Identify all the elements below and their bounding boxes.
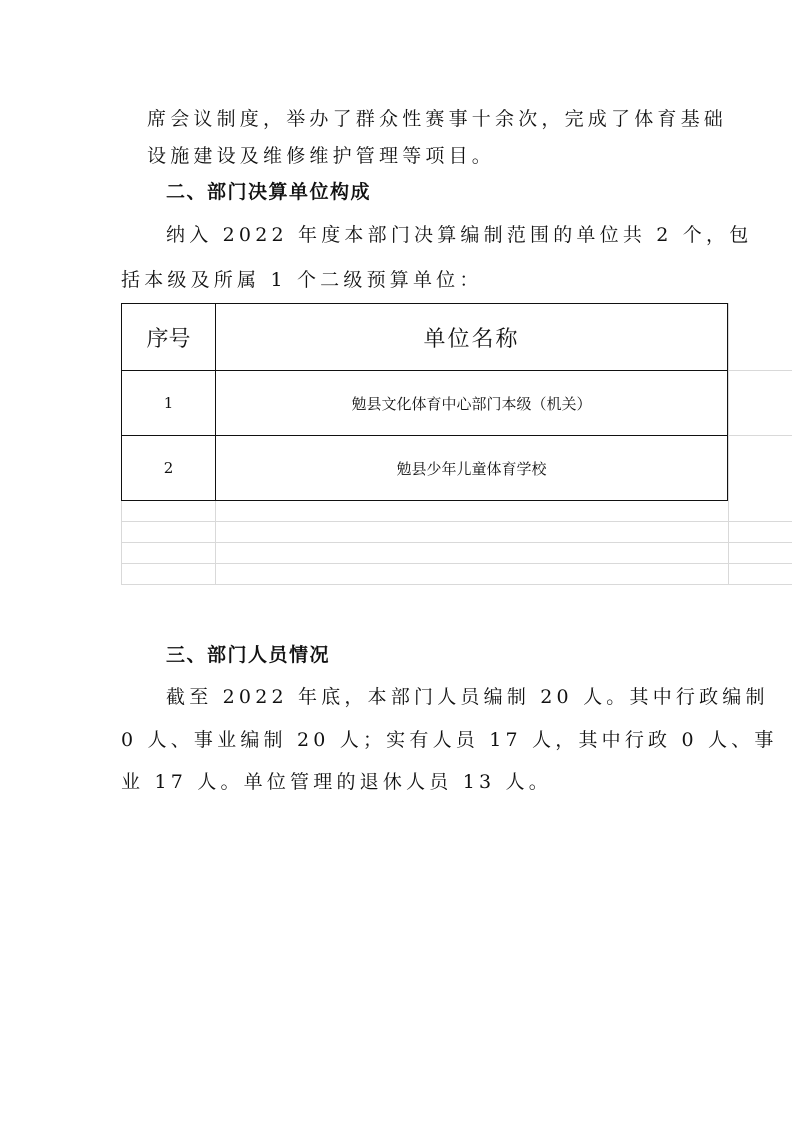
row-index: 2 [122, 436, 216, 500]
table-row [122, 435, 727, 500]
paragraph-top-line-2: 设施建设及维修维护管理等项目。 [147, 145, 496, 167]
ghost-grid-line [121, 521, 792, 522]
section-3-line-2: 0 人、事业编制 20 人；实有人员 17 人，其中行政 0 人、事 [121, 729, 778, 751]
section-3-line-1: 截至 2022 年底，本部门人员编制 20 人。其中行政编制 [166, 686, 769, 708]
ghost-grid-line [121, 563, 792, 564]
section-3-line-3: 业 17 人。单位管理的退休人员 13 人。 [121, 771, 552, 793]
header-unit-name: 单位名称 [423, 326, 520, 352]
header-index: 序号 [122, 304, 216, 370]
ghost-grid-line [728, 370, 792, 371]
section-2-line-1: 纳入 2022 年度本部门决算编制范围的单位共 2 个，包 [166, 224, 753, 246]
row-index: 1 [122, 371, 216, 435]
row-unit-name: 勉县少年儿童体育学校 [396, 459, 547, 478]
unit-table [121, 303, 728, 501]
section-3-title: 三、部门人员情况 [166, 644, 331, 666]
paragraph-top-line-1: 席会议制度，举办了群众性赛事十余次，完成了体育基础 [147, 108, 728, 130]
ghost-grid-line [728, 435, 792, 436]
ghost-grid-line [121, 542, 792, 543]
table-header-row [122, 304, 727, 370]
section-2-title: 二、部门决算单位构成 [166, 181, 372, 203]
section-2-line-2: 括本级及所属 1 个二级预算单位： [121, 269, 483, 291]
ghost-grid-line [121, 584, 792, 585]
table-row [122, 370, 727, 435]
row-unit-name: 勉县文化体育中心部门本级（机关） [351, 394, 592, 413]
